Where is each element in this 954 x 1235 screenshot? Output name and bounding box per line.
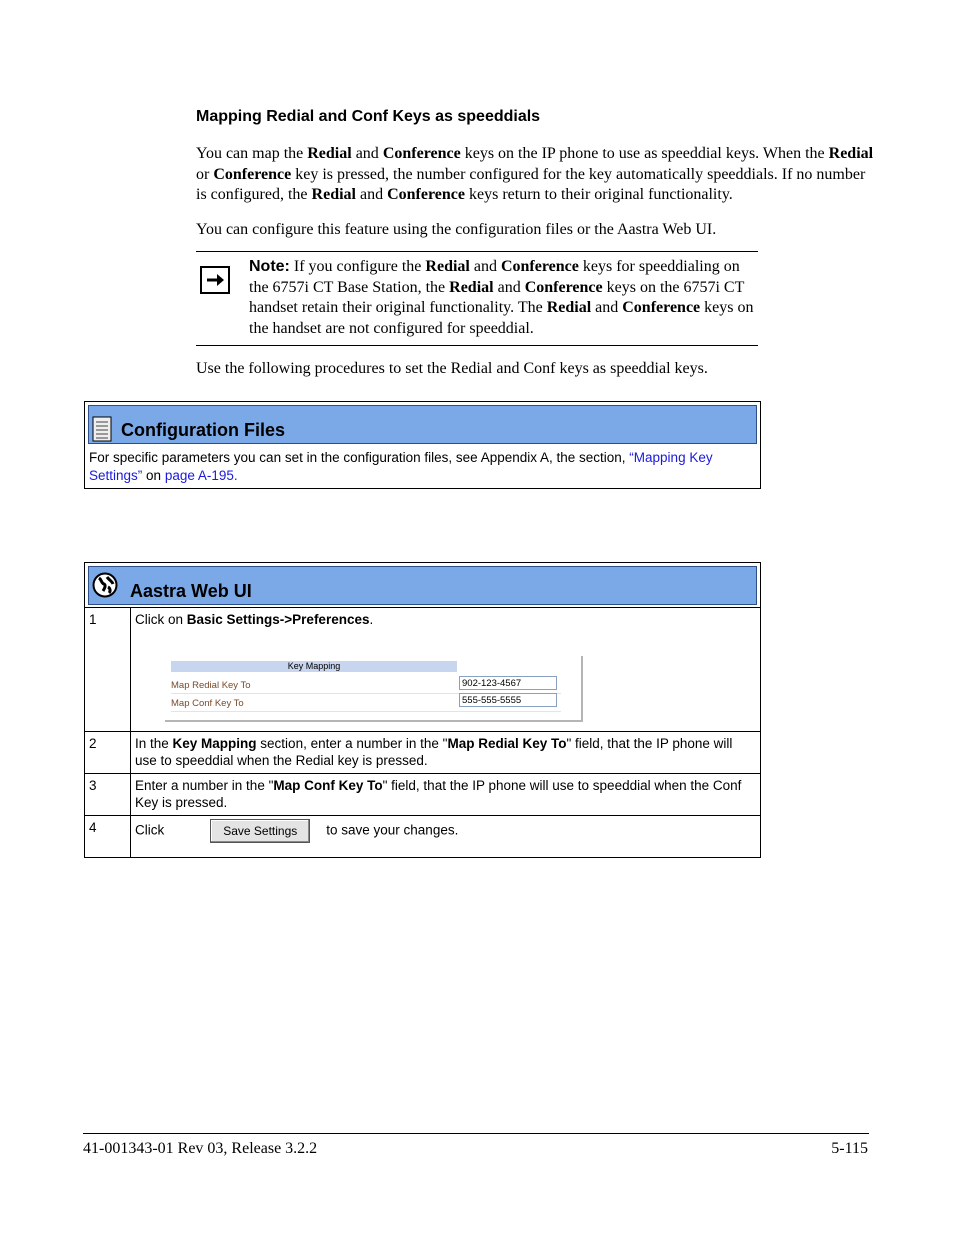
- config-files-text: For specific parameters you can set in the configuration files, see Appendix A, the section, “Mapping Key Settings” on page A-195.: [89, 450, 713, 483]
- section-title: Mapping Redial and Conf Keys as speeddials: [196, 108, 541, 125]
- step-number: 3: [85, 774, 131, 816]
- step-text: In the Key Mapping section, enter a number in the "Map Redial Key To" field, that the IP phone will use to speeddial when the Redial key is pressed.: [131, 732, 761, 774]
- page-a195-link[interactable]: page A-195: [164, 468, 234, 483]
- web-ui-panel: [84, 562, 761, 608]
- arrow-right-icon: [200, 266, 230, 294]
- procedures-paragraph: Use the following procedures to set the Redial and Conf keys as speeddial keys.: [196, 360, 708, 377]
- step-row-2: [85, 732, 761, 774]
- footer-page-number: 5-115: [831, 1140, 868, 1157]
- config-files-title: Configuration Files: [121, 420, 285, 440]
- note-text: Note: If you configure the Redial and Conference keys for speeddialing on the 6757i CT Base Station, the Redial and Conference keys on the 6757i CT handset retain their original functionality. The Redial and Conference keys on the handset are not configured for speeddial.: [249, 258, 754, 337]
- document-icon: [92, 416, 112, 442]
- step-text: Click Save Settings to save your changes.: [131, 816, 761, 858]
- note-box: [196, 251, 758, 346]
- web-ui-title: Aastra Web UI: [130, 581, 252, 601]
- footer-divider: [83, 1133, 869, 1134]
- map-conf-input[interactable]: 555-555-5555: [459, 693, 557, 707]
- step-text: Click on Basic Settings->Preferences. Key Mapping Map Redial Key To 902-123-4567 Map Conf Key To 555-555-5555: [131, 608, 761, 732]
- web-ui-header: [88, 566, 757, 605]
- config-options-paragraph: You can configure this feature using the configuration files or the Aastra Web UI.: [196, 221, 717, 238]
- steps-table: [84, 607, 761, 858]
- map-conf-label: Map Conf Key To: [171, 698, 244, 709]
- step-number: 2: [85, 732, 131, 774]
- step-row-1: [85, 608, 761, 732]
- mapping-key-settings-link[interactable]: “Mapping Key Settings”: [89, 450, 713, 483]
- config-files-header: [88, 405, 757, 444]
- footer-doc-id: 41-001343-01 Rev 03, Release 3.2.2: [83, 1140, 318, 1157]
- config-files-panel: [84, 401, 761, 489]
- step-number: 1: [85, 608, 131, 732]
- intro-paragraph: You can map the Redial and Conference keys on the IP phone to use as speeddial keys. When the Redial or Conference key is pressed, the number configured for the key automatically speeddials. If no number is configured, the Redial and Conference keys return to their original functionality.: [196, 145, 874, 203]
- step-number: 4: [85, 816, 131, 858]
- step-row-3: [85, 774, 761, 816]
- map-redial-label: Map Redial Key To: [171, 680, 251, 691]
- step-text: Enter a number in the "Map Conf Key To" field, that the IP phone will use to speeddial when the Conf Key is pressed.: [131, 774, 761, 816]
- save-settings-button[interactable]: Save Settings: [210, 819, 310, 843]
- key-mapping-screenshot: [165, 656, 583, 722]
- map-redial-input[interactable]: 902-123-4567: [459, 676, 557, 690]
- key-mapping-header: Key Mapping: [171, 661, 457, 672]
- globe-icon: [92, 572, 118, 598]
- step-row-4: [85, 816, 761, 858]
